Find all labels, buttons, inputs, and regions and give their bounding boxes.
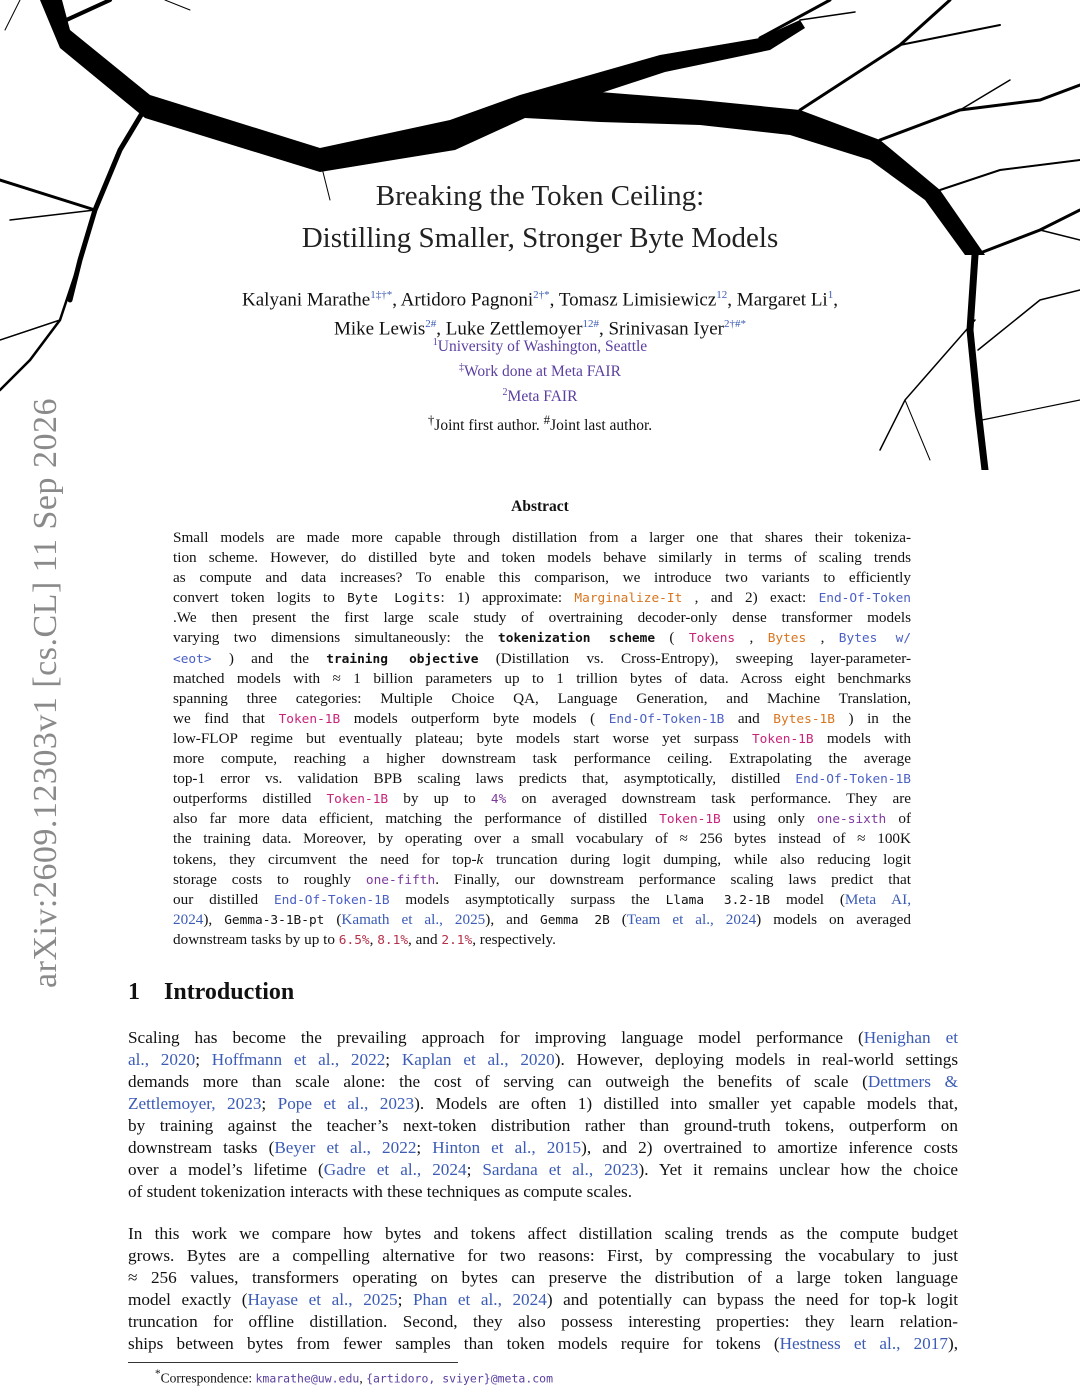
abstract-body <box>173 528 911 950</box>
note-mark: † <box>427 412 435 427</box>
body-line: ships between bytes from fewer samples than token models require for tokens (Hestness et al., 2017), <box>128 1333 958 1353</box>
author-name: Margaret Li <box>736 289 828 311</box>
body-line: al., 2020; Hoffmann et al., 2022; Kaplan et al., 2020). However, deploying models in real-world settings <box>128 1049 958 1069</box>
abstract-line: 2024), Gemma-3-1B-pt (Kamath et al., 2025), and Gemma 2B (Team et al., 2024) models on averaged <box>173 910 911 928</box>
author-name: Srinivasan Iyer <box>608 318 724 340</box>
section-title: Introduction <box>164 979 295 1005</box>
abstract-heading: Abstract <box>511 498 569 515</box>
abstract-line: downstream tasks by up to 6.5%, 8.1%, and 2.1%, respectively. <box>173 930 556 948</box>
section-number: 1 <box>128 979 140 1005</box>
body-line: of student tokenization interacts with these techniques as compute scales. <box>128 1181 633 1201</box>
intro-paragraph-2 <box>128 1223 958 1355</box>
body-line: In this work we compare how bytes and tokens affect distillation scaling trends as the compute budget <box>128 1224 958 1243</box>
author-marks[interactable]: 2†* <box>533 289 550 301</box>
arxiv-identifier: arXiv:2609.12303v1 [cs.CL] 11 Sep 2026 <box>27 397 64 988</box>
author-name: Artidoro Pagnoni <box>400 289 534 311</box>
affiliation-text: Work done at Meta FAIR <box>464 363 621 381</box>
intro-paragraph-1 <box>128 1027 958 1203</box>
note-text: Joint last author. <box>550 417 653 435</box>
abstract-line: we find that Token-1B models outperform byte models ( End-Of-Token-1B and Bytes-1B ) in the <box>173 709 911 727</box>
abstract-line: Small models are made more capable through distillation from a larger one that shares their tokeniza- <box>173 529 911 546</box>
author-marks[interactable]: 1 <box>827 289 834 301</box>
abstract-line: as compute and data increases? To enable this comparison, we introduce two variants to efficiently <box>173 569 911 587</box>
author-marks[interactable]: 12 <box>716 289 728 301</box>
paper-title-line-2: Distilling Smaller, Stronger Byte Models <box>301 222 779 254</box>
author-marks[interactable]: 2# <box>425 318 437 331</box>
abstract-line: tion scheme. However, do distilled byte and token models behave similarly in terms of scaling trends <box>173 549 911 567</box>
body-line: demands more than scale alone: the cost of serving can outweigh the benefits of scale (Dettmers & <box>128 1071 958 1091</box>
author-list: Kalyani Marathe$^{1\ddagger\dagger*}$, Artidoro Pagnoni$^{2\dagger*}$, Tomasz Limisiewicz$^{12}$, Margaret Li$^1$, Mike Lewis$^{2\#}$, Luke Zettlemoyer$^{12\#}$, Srinivasan Iyer$^{2\dagger\#*}$ <box>242 289 838 340</box>
affiliation-text: Meta FAIR <box>507 388 578 406</box>
body-line: over a model’s lifetime (Gadre et al., 2024; Sardana et al., 2023). Yet it remains unclear how the choice <box>128 1159 958 1179</box>
abstract-line: spanning three categories: Multiple Choice QA, Language Generation, and Machine Translation, <box>173 689 911 707</box>
affiliation-text: University of Washington, Seattle <box>437 338 648 356</box>
note-text: Joint first author. <box>434 417 544 435</box>
affiliation[interactable] <box>290 387 790 406</box>
author-marks[interactable]: 1‡†* <box>370 289 393 301</box>
footnote-mark: * <box>155 1368 161 1380</box>
abstract-line: varying two dimensions simultaneously: the tokenization scheme ( Tokens , Bytes , Bytes w/ <box>173 629 911 647</box>
abstract-line: the training data. Moreover, by operating over a small vocabulary of ≈ 256 bytes instead of ≈ 100K <box>173 830 911 848</box>
body-line: ≈ 256 values, transformers operating on bytes can preserve the distribution of a large token language <box>128 1267 958 1287</box>
author-name: Tomasz Limisiewicz <box>558 289 717 311</box>
author-name: Luke Zettlemoyer <box>445 318 583 340</box>
footnote-separator: , <box>359 1370 367 1386</box>
body-line: by training against the teacher’s next-token distribution rather than ground-truth tokens, outperform on <box>128 1115 958 1135</box>
abstract-line: our distilled End-Of-Token-1B models asymptotically surpass the Llama 3.2-1B model (Meta AI, <box>173 890 911 908</box>
abstract-line: .We then present the first large scale study of overtraining decoder-only dense transformer models <box>173 609 911 627</box>
joint-author-note <box>290 412 790 435</box>
abstract-line: top-1 error vs. validation BPB scaling laws predicts that, asymptotically, distilled End-Of-Token-1B <box>173 770 911 788</box>
body-line: Zettlemoyer, 2023; Pope et al., 2023). Models are often 1) distilled into smaller yet capable models that, <box>128 1093 958 1113</box>
affiliation[interactable] <box>290 362 790 381</box>
affiliation-mark: 1 <box>432 337 438 348</box>
section-heading <box>128 979 294 1006</box>
affiliation[interactable] <box>290 337 790 356</box>
footnote-label: Correspondence: <box>160 1370 256 1386</box>
body-line: model exactly (Hayase et al., 2025; Phan et al., 2024) and potentially can bypass the need for top-k logit <box>128 1289 958 1309</box>
abstract-line: tokens, they circumvent the need for top-k truncation during logit dumping, while also reducing logit <box>173 850 911 868</box>
abstract-line: low-FLOP regime but eventually plateau; byte models start worse yet surpass Token-1B models with <box>173 729 911 747</box>
author-name: Mike Lewis <box>334 318 426 340</box>
abstract-line: more compute, reaching a higher downstream task performance ceiling. Extrapolating the average <box>173 750 911 768</box>
affiliation-mark: ‡ <box>459 362 465 373</box>
email-link[interactable]: kmarathe@uw.edu <box>255 1371 360 1386</box>
footnote-rule <box>128 1362 458 1363</box>
affiliation-mark: 2 <box>502 387 508 398</box>
body-line: truncation for offline distillation. Second, they also possess interesting properties: they learn relation- <box>128 1311 958 1331</box>
paper-title-line-1: Breaking the Token Ceiling: <box>375 180 705 212</box>
body-line: grows. Bytes are a compelling alternative for two reasons: First, by compressing the vocabulary to just <box>128 1245 958 1265</box>
correspondence-footnote <box>155 1368 553 1387</box>
body-line: downstream tasks (Beyer et al., 2022; Hinton et al., 2015), and 2) overtrained to amortize inference costs <box>128 1137 958 1157</box>
body-line: Scaling has become the prevailing approach for improving language model performance (Henighan et <box>128 1028 958 1047</box>
abstract-line: <eot> ) and the training objective (Distillation vs. Cross-Entropy), sweeping layer-parameter- <box>173 649 911 667</box>
abstract-line: matched models with ≈ 1 billion parameters up to 1 trillion bytes of data. Across eight benchmarks <box>173 669 911 687</box>
note-mark: # <box>543 412 551 427</box>
author-name: Kalyani Marathe <box>242 289 371 311</box>
author-marks[interactable]: 2†#* <box>724 318 746 331</box>
author-marks[interactable]: 12# <box>582 318 599 331</box>
abstract-line: also far more data efficient, matching the performance of distilled Token-1B using only one-sixth of <box>173 810 911 828</box>
email-link[interactable]: {artidoro, sviyer}@meta.com <box>366 1371 554 1386</box>
abstract-line: storage costs to roughly one-fifth. Finally, our downstream performance scaling laws predict that <box>173 870 911 888</box>
abstract-line: convert token logits to Byte Logits: 1) approximate: Marginalize-It , and 2) exact: End-Of-Token <box>173 589 911 607</box>
abstract-line: outperforms distilled Token-1B by up to 4% on averaged downstream task performance. They are <box>173 790 911 808</box>
